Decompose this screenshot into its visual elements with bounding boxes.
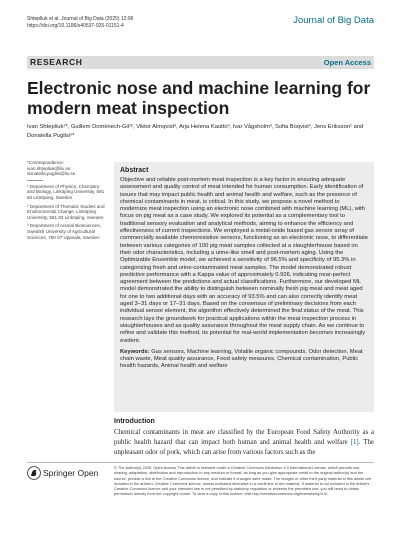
open-access-label: Open Access [323,57,371,67]
article-type-banner [27,56,374,69]
research-label: RESEARCH [30,57,83,67]
keywords-text: Gas sensors, Machine learning, Volatile organic compounds, Odor detection, Meat chain waste, Meat quality assurance, Food safety measures, Chemical contamination, Public health hazards, Animal health and welfare [120,348,363,370]
publisher-logo [27,466,107,482]
citation-block [27,16,247,29]
footer-divider [27,462,374,463]
introduction-heading: Introduction [114,418,155,425]
article-title: Electronic nose and machine learning for modern meat inspection [27,78,371,118]
page-header [27,15,374,41]
affiliations-sidebar [27,160,105,243]
abstract-box [114,162,374,412]
citation-line: Shteplluk et al. Journal of Big Data (2025) 12:96 [27,16,134,22]
license-text: © The Author(s) 2025. Open Access This article is licensed under a Creative Commons Attribution 4.0 International License, which permits use, sharing, adaptation, distribution and reproduction in any medium or format, as long as you give appropriate credit to the original author(s) and the source, provide a link to the Creative Commons licence, and indicate if changes were made. The images or other third party material in this article are included in the article's Creative Commons licence, unless indicated otherwise in a credit line to the material. If material is not included in the article's Creative Commons licence and your intended use is not permitted by statutory regulation or exceeds the permitted use, you will need to obtain permission directly from the copyright holder. To view a copy of this licence, visit http://creativecommons.org/licenses/by/4.0/. [114,465,372,497]
publisher-name: Springer Open [43,468,99,478]
keywords-label: Keywords: [120,348,150,355]
correspondence-note: *Correspondence: ivan.shtepliuk@liu.se; donatella.puglisi@liu.se [27,160,76,177]
abstract-heading: Abstract [120,167,149,174]
introduction-paragraph [114,428,374,458]
springer-horse-icon [27,466,41,480]
affiliation-2: ² Department of Thematic Studies and Environmental Change, Linköping University, 581 83 Linköping, Sweden [27,203,105,220]
abstract-text: Objective and reliable post-mortem meat inspection is a key factor in ensuring adequate assessment and quality control of meat intended for human consumption. Early identification of issues that may impact public health and animal health and welfare, such as the presence of chemical contaminants in meat, is critical. In this study, we propose a novel method to modernize meat inspection using an electronic nose combined with machine learning (ML), with focus on pig meat as a case study. We explored its potential as a complementary tool to traditional sensory evaluation and analytical methods, aiming to enhance the efficiency and effectiveness of current inspections. We employed a metal-oxide based gas sensor array of commercially available chemoresistive sensors, functioning as an electronic nose, to differentiate between various categories of 100 pig meat samples collected at a slaughterhouse based on their odor characteristics, including a urine-like smell and post-mortem aging. Using the Optimizable Ensemble model, we achieved a sensitivity of 96.5% and specificity of 95.3% in categorizing fresh and urine-contaminated meat samples. The model demonstrated robust predictive performance with a Kappa value of approximately 0.926, indicating near-perfect agreement between the predictions and actual classifications. Furthermore, our developed ML model demonstrated the ability to distinguish between nominally fresh pig meat and meat aged for one to two additional days with an accuracy of 93.5% and can also correctly identify meat aged 3–31 days or 17–31 days. Based on the consensus of preliminary decisions from each individual sensor element, the algorithm effectively determined the final status of the meat. This research lays the groundwork for practical applications within the meat inspection process in slaughterhouses and as quality assurance throughout the meat supply chain. As we continue to refine and validate this method, its potential for real-world implementation becomes increasingly evident. [120,177,368,344]
intro-text-start: Chemical contaminants in meat are classified by the European Food Safety Authority as a public health hazard that can impact both human and animal health and welfare [114,429,374,446]
sidebar-divider [27,180,43,181]
introduction-section [114,418,374,458]
doi-link[interactable]: https://doi.org/10.1186/s40537-025-01151-4 [27,22,124,29]
affiliation-3: ³ Department of Animal Biosciences, Swedish University of Agricultural Sciences, 750 07 Uppsala, Sweden [27,223,102,240]
journal-name: Journal of Big Data [293,15,374,26]
intro-text-end: . The unpleasant odor of pork, which can arise from various factors such as the [114,439,374,456]
affiliation-1: ¹ Department of Physics, Chemistry and Biology, Linköping University, 581 83 Linköping, Sweden [27,183,105,200]
citation-link[interactable]: [1] [350,439,359,446]
author-list: Ivan Shtepliuk¹*, Guillem Domènech-Gil¹², Viktor Almqvist³, Arja Helena Kautto³, Ivar Vågsholm³, Sofia Boqvist³, Jens Eriksson¹ and Donatella Puglisi¹* [27,124,364,139]
keywords-block [120,349,368,371]
